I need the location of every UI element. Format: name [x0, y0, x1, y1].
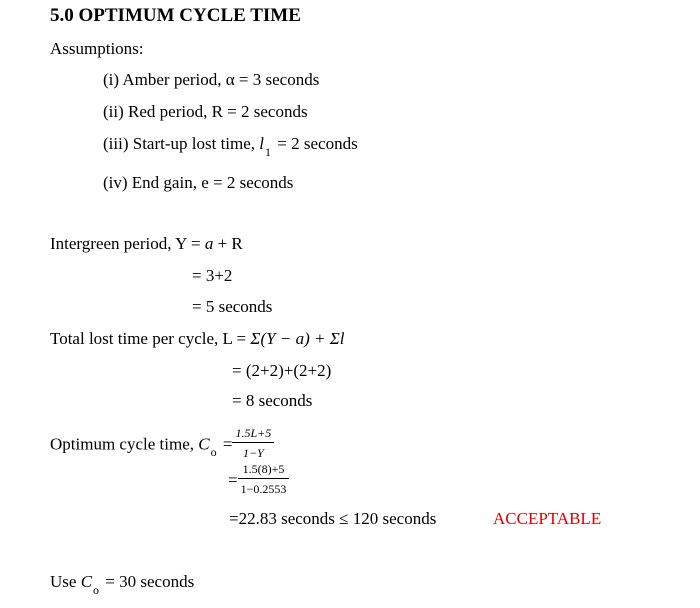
assumption-end-gain: (iv) End gain, e = 2 seconds [103, 173, 294, 192]
intergreen-label: Intergreen period, Y = [50, 234, 205, 253]
acceptable-label: ACCEPTABLE [493, 509, 602, 528]
fraction-denominator-numeric: 1−0.2553 [240, 482, 287, 497]
cycle-symbol: C [198, 434, 210, 454]
fraction-numerator-numeric: 1.5(8)+5 [238, 462, 290, 479]
intergreen-formula [50, 235, 243, 252]
assumptions-label: Assumptions: [50, 39, 144, 58]
section-heading: 5.0 OPTIMUM CYCLE TIME [50, 5, 301, 26]
cycle-fraction-general [232, 426, 274, 461]
cycle-equals: = [218, 434, 233, 454]
assumption-startup-lost-time [103, 134, 358, 159]
lost-time-step-2: = 8 seconds [232, 391, 313, 410]
lost-time-label: Total lost time per cycle, L = [50, 329, 251, 348]
cycle-subscript: o [210, 445, 217, 460]
assumption-red-period: (ii) Red period, R = 2 seconds [103, 102, 308, 121]
intergreen-step-2: = 5 seconds [192, 297, 273, 316]
cycle-fraction-numeric [238, 462, 290, 497]
lost-time-step-1: = (2+2)+(2+2) [232, 361, 332, 380]
use-symbol: C [80, 572, 93, 591]
use-cycle-time [50, 572, 195, 597]
intergreen-a-symbol: a [204, 234, 214, 253]
cycle-result: =22.83 seconds ≤ 120 seconds [229, 509, 437, 528]
intergreen-rest: + R [213, 234, 243, 253]
substitution-equals: = [228, 470, 238, 490]
fraction-denominator: 1−Y [242, 446, 264, 461]
intergreen-step-1: = 3+2 [192, 266, 233, 285]
lost-time-formula [50, 330, 345, 347]
lost-time-expression: Σ(Y − a) + Σl [250, 329, 345, 348]
cycle-time-formula [50, 428, 274, 463]
lost-time-subscript: 1 [265, 145, 272, 159]
assumption-amber-period: (i) Amber period, α = 3 seconds [103, 70, 320, 89]
cycle-substitution [228, 464, 289, 499]
assumption-startup-prefix: (iii) Start-up lost time, [103, 134, 260, 153]
fraction-numerator: 1.5L+5 [232, 426, 274, 443]
use-suffix: = 30 seconds [101, 572, 195, 591]
use-prefix: Use [50, 572, 81, 591]
lost-time-symbol: l [259, 134, 265, 153]
use-subscript: o [93, 583, 100, 597]
assumption-startup-suffix: = 2 seconds [273, 134, 358, 153]
cycle-time-label: Optimum cycle time, [50, 434, 199, 454]
